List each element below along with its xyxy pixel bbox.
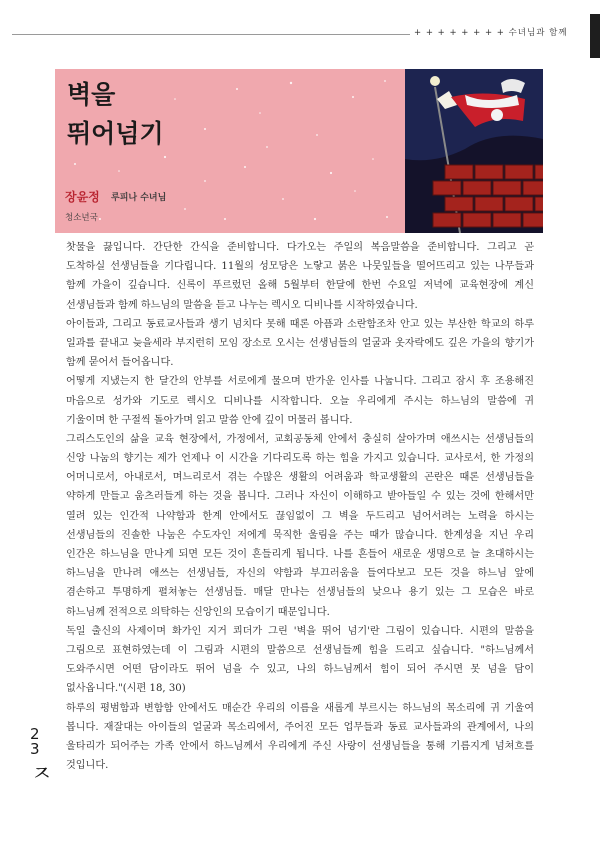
article-line: 마음으로 성가와 기도로 렉시오 디비나를 시작합니다. 오늘 우리에게 주시는 하느님의 말씀에 귀 (66, 395, 534, 407)
article-line: 도와주시면 어떤 담이라도 뛰어 넘을 수 있고, 나의 하느님께서 힘이 되어 주시면 못 넘을 담이 (66, 664, 534, 676)
article-title-line-2: 뛰어넘기 (67, 119, 164, 148)
series-label: + + + + + + + + 수녀님과 함께 (414, 28, 568, 38)
article-line: 함께 가을이 깊습니다. 신록이 푸르렀던 올해 5월부터 한달에 한번 수요일 저녁에 교육현장에 계신 (66, 280, 534, 292)
page-number-digit-2: 3 (30, 740, 40, 758)
article-line: 일과를 끝내고 늦을세라 부지런히 모임 장소로 오시는 선생님들의 얼굴과 옷자락에도 깊은 가을의 향기가 (66, 337, 534, 349)
article-line: 인간은 하느님을 만나게 되면 모든 것이 흔들리게 됩니다. 나를 흔들어 새로운 생명으로 늘 초대하시는 (66, 549, 534, 560)
article-line: 약하게 만들고 움츠러들게 하는 것을 봅니다. 그러나 자신이 이해하고 받아들일 수 있는 것에 한해서만 (66, 491, 534, 503)
author-role: 루피나 수녀님 (111, 193, 167, 203)
article-line: 신앙 나눔의 향기는 제가 언제나 이 시간을 기다리도록 하는 힘을 가지고 있습니다. 교사로서, 한 가정의 (66, 453, 534, 465)
article-line: 하루의 평범함과 변함함 안에서도 매순간 우리의 이름을 새롭게 부르시는 하느님의 목소리에 귀 기울여 (66, 702, 534, 714)
article-line: 선생님들의 진솔한 나눔은 수도자인 저에게 묵직한 울림을 주는 때가 많습니다. 한계성을 지닌 우리 (66, 529, 534, 541)
article-line: 하느님께 전적으로 의탁하는 신앙인의 모습이기 때문입니다. (66, 606, 330, 618)
article-line: 독일 출신의 사제이며 화가인 지거 쾨더가 그린 '벽을 뛰어 넘기'란 그림이 있습니다. 시편의 말씀을 (66, 625, 534, 637)
article-line: 하느님을 만나려 애쓰는 선생님들, 자신의 약함과 부끄러움을 들여다보고 모든 것을 하느님 앞에 (66, 568, 534, 580)
article-line: 겸손하고 투명하게 펼쳐놓는 선생님들. 매달 만나는 선생님들의 낮으나 용기 있는 그 모습은 바로 (66, 587, 534, 599)
author-name: 장윤정 (65, 190, 100, 204)
article-line: 아이들과, 그리고 동료교사들과 생기 넘치다 못해 때론 아픔과 소란함조차 안고 있는 부산한 학교의 하루 (66, 318, 534, 330)
article-line: 열려 있는 인간적 나약함과 한계 안에서도 끊임없이 그 벽을 두드리고 넘어서려는 노력을 하시는 (66, 510, 534, 522)
article-banner (55, 69, 543, 233)
article-line: 것입니다. (66, 760, 109, 772)
article-line: 찻물을 끓입니다. 간단한 간식을 준비합니다. 다가오는 주일의 복음말씀을 준비합니다. 그리고 곧 (66, 242, 534, 253)
article-line: 함께 묻어서 들어옵니다. (66, 357, 174, 369)
wall-jump-painting (405, 69, 543, 233)
page-number-digit-1: 2 (30, 725, 40, 743)
article-line: 선생님들과 함께 하느님의 말씀을 듣고 나누는 렉시오 디비나를 시작하였습니다. (66, 299, 418, 311)
author-affiliation: 청소년국 (65, 213, 98, 223)
article-title-line-1: 벽을 (67, 80, 116, 109)
article-line: 도착하실 선생님들을 기다립니다. 11월의 성모당은 노랗고 붉은 나뭇잎들을 떨어뜨리고 있는 나무들과 (66, 261, 534, 273)
article-line: 어머니로서, 아내로서, 며느리로서 겪는 수많은 생활의 어려움과 학교생활의 곤란은 때론 선생님들을 (66, 472, 534, 484)
page-number (30, 725, 56, 787)
header-rule (12, 34, 410, 35)
article-line: 없사옵니다."(시편 18, 30) (66, 683, 186, 695)
article-line: 그리스도인의 삶을 교육 현장에서, 가정에서, 교회공동체 안에서 충실히 살아가며 애쓰시는 선생님들의 (66, 433, 534, 445)
page-number-glyph: ㅈ (31, 762, 53, 787)
article-body (66, 238, 534, 775)
article-line: 울타리가 되어주는 가족 안에서 하느님께서 우리에게 주신 사랑이 선생님들을 통해 기름지게 넘쳐흐를 (66, 740, 534, 752)
article-line: 그림으로 표현하였는데 이 그림과 시편의 말씀으로 선생님들께 힘을 드리고 싶습니다. "하느님께서 (66, 644, 534, 656)
article-line: 봅니다. 재잘대는 아이들의 얼굴과 목소리에서, 주어진 모든 업무들과 동료 교사들과의 관계에서, 나의 (66, 721, 534, 733)
page-edge-tab (590, 14, 600, 58)
article-line: 어떻게 지냈는지 한 달간의 안부를 서로에게 물으며 반가운 인사를 나눕니다. 그리고 잠시 후 조용해진 (66, 376, 534, 388)
article-line: 기울이며 한 구절씩 돌아가며 읽고 말씀 안에 깊이 머물러 봅니다. (66, 414, 353, 426)
